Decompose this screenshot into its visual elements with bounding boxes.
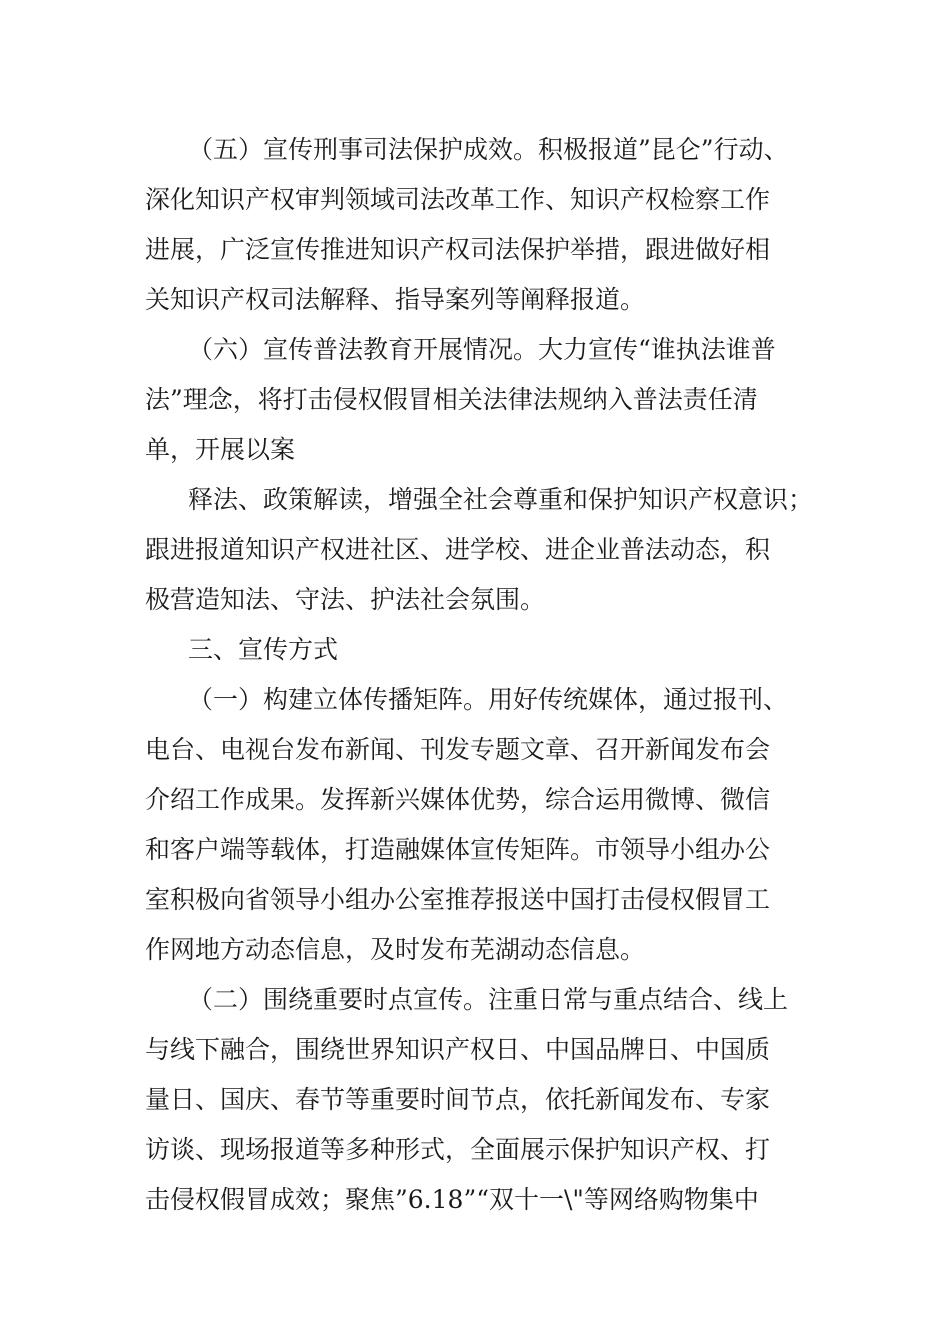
paragraph-line: 和客户端等载体，打造融媒体宣传矩阵。市领导小组办公: [145, 835, 771, 864]
paragraph-line: 关知识产权司法解释、指导案列等阐释报道。: [145, 285, 646, 314]
paragraph-line: 极营造知法、守法、护法社会氛围。: [145, 585, 546, 614]
paragraph-line: 进展，广泛宣传推进知识产权司法保护举措，跟进做好相: [145, 235, 771, 264]
paragraph-line: 深化知识产权审判领域司法改革工作、知识产权检察工作: [145, 185, 771, 214]
paragraph-line: 室积极向省领导小组办公室推荐报送中国打击侵权假冒工: [145, 885, 771, 914]
paragraph-line: 访谈、现场报道等多种形式，全面展示保护知识产权、打: [145, 1135, 771, 1164]
paragraph-line: 介绍工作成果。发挥新兴媒体优势，综合运用微博、微信: [145, 785, 771, 814]
paragraph-line: 作网地方动态信息，及时发布芜湖动态信息。: [145, 935, 646, 964]
paragraph-line: 电台、电视台发布新闻、刊发专题文章、召开新闻发布会: [145, 735, 771, 764]
paragraph-line: 释法、政策解读，增强全社会尊重和保护知识产权意识；: [188, 485, 814, 514]
paragraph-line: 量日、国庆、春节等重要时间节点，依托新闻发布、专家: [145, 1085, 771, 1114]
paragraph-line: 跟进报道知识产权进社区、进学校、进企业普法动态，积: [145, 535, 771, 564]
paragraph-line: 与线下融合，围绕世界知识产权日、中国品牌日、中国质: [145, 1035, 771, 1064]
paragraph-line: （二）围绕重要时点宣传。注重日常与重点结合、线上: [188, 985, 789, 1014]
paragraph-line: 法”理念，将打击侵权假冒相关法律法规纳入普法责任清: [145, 385, 758, 414]
paragraph-line: 击侵权假冒成效；聚焦”6.18”“双十一\"等网络购物集中: [145, 1185, 759, 1214]
document-body: [145, 125, 825, 1225]
paragraph-line: 单，开展以案: [145, 435, 296, 464]
paragraph-line: （五）宣传刑事司法保护成效。积极报道”昆仑”行动、: [188, 135, 789, 164]
paragraph-line: （六）宣传普法教育开展情况。大力宣传“谁执法谁普: [188, 335, 776, 364]
section-heading: 三、宣传方式: [188, 635, 339, 664]
paragraph-line: （一）构建立体传播矩阵。用好传统媒体，通过报刊、: [188, 685, 789, 714]
